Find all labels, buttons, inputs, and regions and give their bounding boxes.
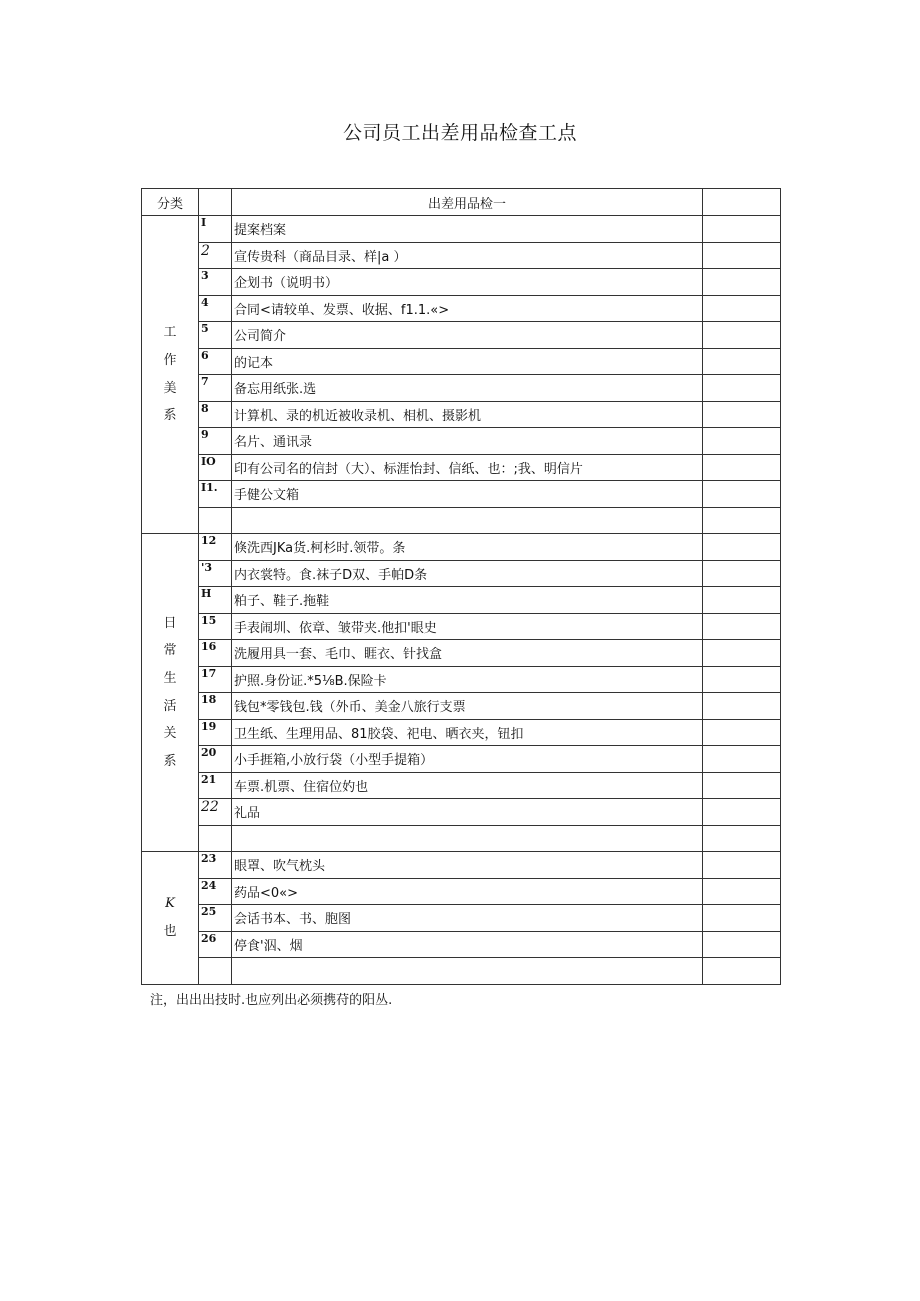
table-row — [142, 746, 781, 773]
check-cell[interactable] — [703, 242, 781, 269]
item-description: 计算机、录的机近被收录机、相机、摄影机 — [232, 401, 703, 428]
checklist-table — [141, 188, 781, 985]
check-cell[interactable] — [703, 852, 781, 879]
check-cell[interactable] — [703, 931, 781, 958]
table-row — [142, 322, 781, 349]
table-row — [142, 905, 781, 932]
category-cell — [142, 534, 199, 852]
item-description — [232, 958, 703, 985]
item-description: 倏洗西JKa货.柯杉时.领带。条 — [232, 534, 703, 561]
table-row — [142, 772, 781, 799]
check-cell[interactable] — [703, 348, 781, 375]
item-number: 17 — [199, 666, 232, 693]
item-number: 16 — [199, 640, 232, 667]
item-number: 8 — [199, 401, 232, 428]
item-number: 5 — [199, 322, 232, 349]
item-number: IO — [199, 454, 232, 481]
item-description: 的记本 — [232, 348, 703, 375]
check-cell[interactable] — [703, 560, 781, 587]
table-row — [142, 878, 781, 905]
item-number: 3 — [199, 269, 232, 296]
check-cell[interactable] — [703, 719, 781, 746]
check-cell[interactable] — [703, 322, 781, 349]
check-cell[interactable] — [703, 216, 781, 243]
item-description: 企划书（说明书） — [232, 269, 703, 296]
check-cell[interactable] — [703, 640, 781, 667]
table-row — [142, 401, 781, 428]
item-description: 内衣裳特。食.袜子D双、手帕D条 — [232, 560, 703, 587]
item-number: 22 — [199, 799, 232, 826]
check-cell[interactable] — [703, 295, 781, 322]
check-cell[interactable] — [703, 666, 781, 693]
check-cell[interactable] — [703, 746, 781, 773]
table-row — [142, 958, 781, 985]
item-description: 粕子、鞋子.拖鞋 — [232, 587, 703, 614]
category-label-char: 关 — [163, 726, 177, 742]
item-number: 24 — [199, 878, 232, 905]
table-row — [142, 825, 781, 852]
item-number: 26 — [199, 931, 232, 958]
item-description: 眼罩、吹气枕头 — [232, 852, 703, 879]
header-check — [703, 189, 781, 216]
category-label-char: 活 — [163, 698, 177, 714]
header-items: 出差用品检一 — [232, 189, 703, 216]
check-cell[interactable] — [703, 878, 781, 905]
table-row — [142, 693, 781, 720]
item-number: '3 — [199, 560, 232, 587]
item-description: 会话书本、书、胞图 — [232, 905, 703, 932]
check-cell[interactable] — [703, 693, 781, 720]
table-row — [142, 587, 781, 614]
item-number: 4 — [199, 295, 232, 322]
item-number: 20 — [199, 746, 232, 773]
check-cell[interactable] — [703, 428, 781, 455]
item-description: 印有公司名的信封（大）、标涯怡封、信纸、也：;我、明信片 — [232, 454, 703, 481]
table-row — [142, 640, 781, 667]
table-row — [142, 560, 781, 587]
table-row — [142, 719, 781, 746]
item-number — [199, 507, 232, 534]
check-cell[interactable] — [703, 825, 781, 852]
table-row — [142, 931, 781, 958]
table-row — [142, 852, 781, 879]
item-description: 名片、通讯录 — [232, 428, 703, 455]
item-number: 19 — [199, 719, 232, 746]
table-row — [142, 613, 781, 640]
check-cell[interactable] — [703, 799, 781, 826]
table-row — [142, 348, 781, 375]
item-description: 洗履用具一套、毛巾、睚衣、针找盒 — [232, 640, 703, 667]
item-description: 合同<请较单、发票、收据、f1.1.«> — [232, 295, 703, 322]
table-row — [142, 375, 781, 402]
table-row — [142, 507, 781, 534]
header-category: 分类 — [142, 189, 199, 216]
item-description: 礼品 — [232, 799, 703, 826]
table-row — [142, 428, 781, 455]
table-row — [142, 295, 781, 322]
check-cell[interactable] — [703, 507, 781, 534]
item-number — [199, 958, 232, 985]
item-number: 2 — [199, 242, 232, 269]
item-number — [199, 825, 232, 852]
item-description: 车票.机票、住宿位妁也 — [232, 772, 703, 799]
table-row — [142, 534, 781, 561]
item-number: 15 — [199, 613, 232, 640]
item-description: 宣传贵科（商品目录、样|a ） — [232, 242, 703, 269]
category-label-char: K — [165, 896, 175, 912]
check-cell[interactable] — [703, 613, 781, 640]
table-row — [142, 454, 781, 481]
header-row — [142, 189, 781, 216]
category-label-char: 生 — [163, 670, 177, 686]
item-number: 23 — [199, 852, 232, 879]
item-number: I — [199, 216, 232, 243]
item-description: 停食'泅、烟 — [232, 931, 703, 958]
item-number: I1. — [199, 481, 232, 508]
item-description: 提案档案 — [232, 216, 703, 243]
check-cell[interactable] — [703, 534, 781, 561]
table-row — [142, 269, 781, 296]
item-description: 公司简介 — [232, 322, 703, 349]
category-label-char: 工 — [163, 325, 177, 341]
item-number: 21 — [199, 772, 232, 799]
table-row — [142, 666, 781, 693]
check-cell[interactable] — [703, 587, 781, 614]
item-number: 9 — [199, 428, 232, 455]
item-description — [232, 825, 703, 852]
table-row — [142, 216, 781, 243]
category-cell — [142, 852, 199, 985]
check-cell[interactable] — [703, 772, 781, 799]
check-cell[interactable] — [703, 269, 781, 296]
table-row — [142, 799, 781, 826]
check-cell[interactable] — [703, 454, 781, 481]
category-label-char: 也 — [163, 923, 177, 939]
category-label-char: 系 — [163, 408, 177, 424]
category-label-char: 常 — [163, 643, 177, 659]
item-number: 12 — [199, 534, 232, 561]
item-number: H — [199, 587, 232, 614]
item-description: 手健公文箱 — [232, 481, 703, 508]
item-description: 小手捱箱,小放行袋（小型手提箱） — [232, 746, 703, 773]
table-row — [142, 242, 781, 269]
category-label-char: 作 — [163, 352, 177, 368]
header-number — [199, 189, 232, 216]
item-description: 药品<0«> — [232, 878, 703, 905]
item-description: 护照.身份证.*5⅛B.保险卡 — [232, 666, 703, 693]
item-description: 备忘用纸张.选 — [232, 375, 703, 402]
item-description — [232, 507, 703, 534]
check-cell[interactable] — [703, 481, 781, 508]
category-label-char: 美 — [163, 380, 177, 396]
check-cell[interactable] — [703, 401, 781, 428]
category-label-char: 系 — [163, 753, 177, 769]
table-row — [142, 481, 781, 508]
document-title: 公司员工出差用品检查工点 — [342, 122, 577, 144]
category-cell — [142, 216, 199, 534]
item-description: 手表闹圳、依章、皱带夹.他扣'眼史 — [232, 613, 703, 640]
category-label-char: 日 — [163, 615, 177, 631]
check-cell[interactable] — [703, 905, 781, 932]
item-description: 卫生纸、生理用品、81胶袋、祀电、晒衣夹，钮扣 — [232, 719, 703, 746]
item-number: 18 — [199, 693, 232, 720]
footnote: 注，出出出技时.也应列出必须携苻的阳丛. — [150, 993, 393, 1008]
check-cell[interactable] — [703, 958, 781, 985]
check-cell[interactable] — [703, 375, 781, 402]
item-number: 25 — [199, 905, 232, 932]
item-description: 钱包*零钱包.钱（外币、美金八旅行支票 — [232, 693, 703, 720]
item-number: 6 — [199, 348, 232, 375]
item-number: 7 — [199, 375, 232, 402]
